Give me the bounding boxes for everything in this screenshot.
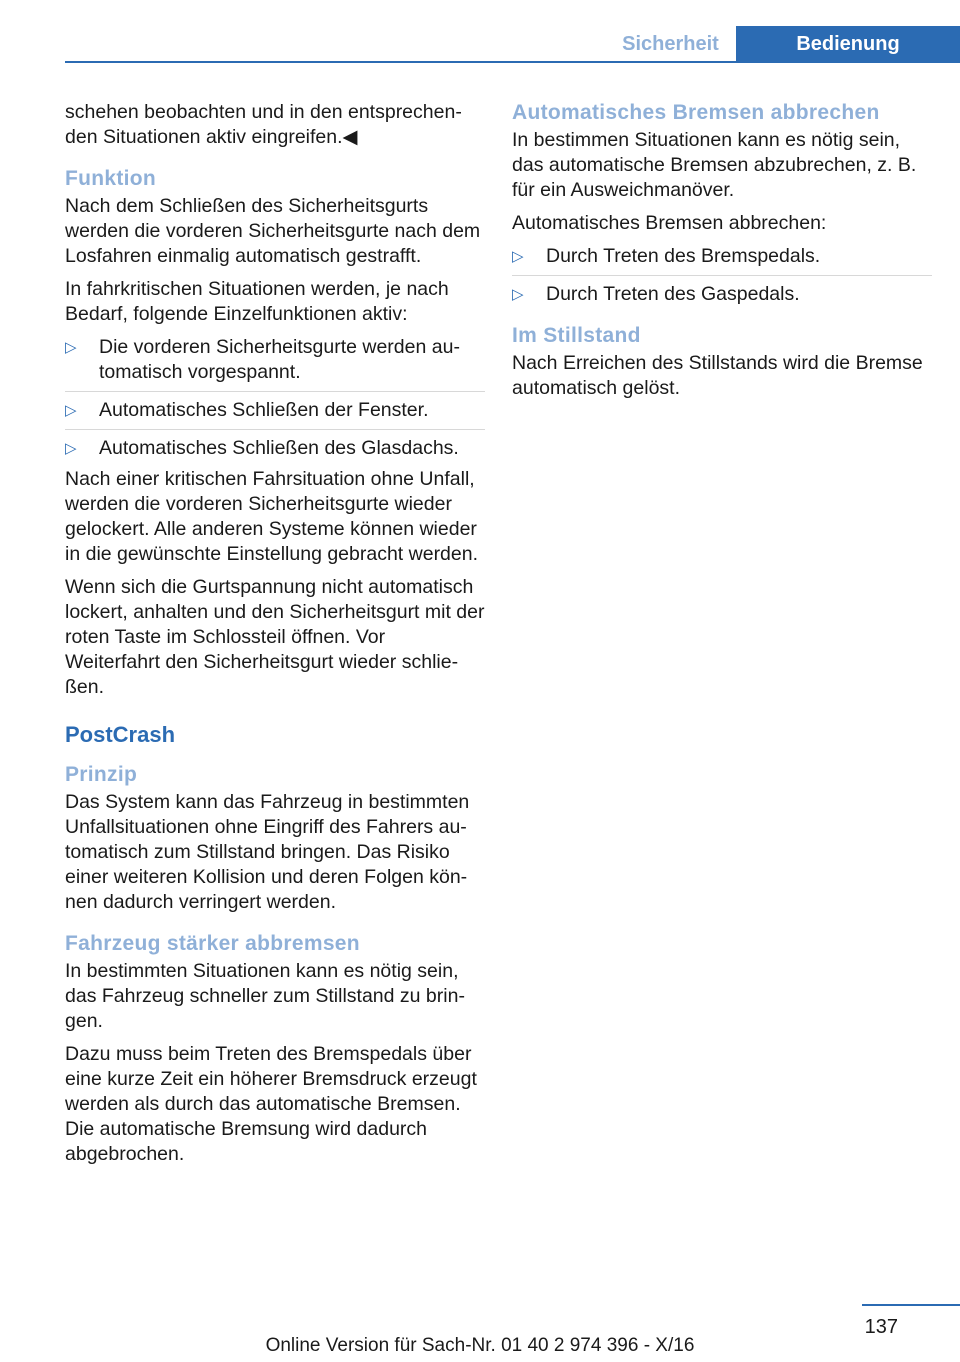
abbremsen-paragraph-1: In bestimmten Situationen kann es nötig sein, das Fahrzeug schneller zum Stillstand zu bringen. — [65, 960, 465, 1032]
triangle-bullet-icon: ▷ — [512, 286, 524, 303]
abbrechen-list — [512, 244, 932, 307]
section-tab-bedienung: Bedienung — [736, 26, 960, 62]
triangle-bullet-icon: ▷ — [65, 440, 77, 457]
stillstand-paragraph: Nach Erreichen des Stillstands wird die Bremse automatisch gelöst. — [512, 352, 923, 399]
list-item: ▷ Durch Treten des Gaspedals. — [512, 283, 800, 305]
abbrechen-paragraph-1: In bestimmen Situationen kann es nötig sein, das automatische Bremsen abzubrechen, z. B. für ein Ausweichmanöver. — [512, 129, 917, 201]
funktion-paragraph-1: Nach dem Schließen des Sicherheitsgurts werden die vorderen Sicherheitsgurte nach dem Losfahren einmalig automatisch gestrafft. — [65, 195, 481, 267]
heading-abbremsen: Fahrzeug stärker abbremsen — [65, 932, 360, 955]
page-number: 137 — [864, 1316, 898, 1338]
list-item: ▷ Automatisches Schließen der Fenster. — [65, 399, 429, 421]
list-item: ▷ Durch Treten des Bremspedals. — [512, 245, 821, 267]
left-column — [65, 100, 485, 1175]
list-item: ▷ Die vorderen Sicherheitsgurte werden automatisch vorgespannt. — [65, 336, 460, 383]
right-column — [512, 100, 932, 409]
heading-prinzip: Prinzip — [65, 763, 138, 786]
triangle-bullet-icon: ▷ — [65, 402, 77, 419]
page-header — [0, 0, 960, 64]
header-divider — [65, 61, 960, 63]
abbremsen-paragraph-2: Dazu muss beim Treten des Bremspedals über eine kurze Zeit ein höherer Bremsdruck erzeugt werden als durch das automatische Bremsen. Die automatische Bremsung wird dadurch abgebrochen. — [65, 1043, 477, 1165]
funktion-paragraph-4: Wenn sich die Gurtspannung nicht automatisch lockert, anhalten und den Sicherheitsgurt mit der roten Taste im Schlossteil öffnen. Vor Weiterfahrt den Sicherheitsgurt wieder schließen. — [65, 576, 485, 698]
intro-paragraph: schehen beobachten und in den entsprechenden Situationen aktiv eingreifen.◀ — [65, 101, 462, 148]
heading-postcrash: PostCrash — [65, 722, 176, 747]
heading-abbrechen: Automatisches Bremsen abbrechen — [512, 101, 880, 124]
list-item: ▷ Automatisches Schließen des Glasdachs. — [65, 437, 459, 459]
footer-divider — [862, 1304, 960, 1306]
list-divider — [65, 391, 485, 392]
list-divider — [512, 275, 932, 276]
triangle-bullet-icon: ▷ — [512, 248, 524, 265]
heading-stillstand: Im Stillstand — [512, 324, 641, 347]
prinzip-paragraph: Das System kann das Fahrzeug in bestimmten Unfallsituationen ohne Eingriff des Fahrers automatisch zum Stillstand bringen. Das Risiko einer weiteren Kollision und deren Folgen können dadurch verringert werden. — [65, 791, 470, 913]
triangle-bullet-icon: ▷ — [65, 339, 77, 356]
abbrechen-paragraph-2: Automatisches Bremsen abbrechen: — [512, 212, 827, 234]
funktion-paragraph-2: In fahrkritischen Situationen werden, je nach Bedarf, folgende Einzelfunktionen aktiv: — [65, 278, 449, 325]
section-tab-sicherheit: Sicherheit — [605, 26, 736, 62]
list-divider — [65, 429, 485, 430]
funktion-paragraph-3: Nach einer kritischen Fahrsituation ohne Unfall, werden die vorderen Sicherheitsgurte wieder gelockert. Alle anderen Systeme können wieder in die gewünschte Einstellung gebracht werden. — [65, 468, 479, 565]
heading-funktion: Funktion — [65, 167, 157, 190]
footer-online-version: Online Version für Sach-Nr. 01 40 2 974 396 - X/16 — [265, 1335, 695, 1356]
funktion-list — [65, 335, 485, 461]
